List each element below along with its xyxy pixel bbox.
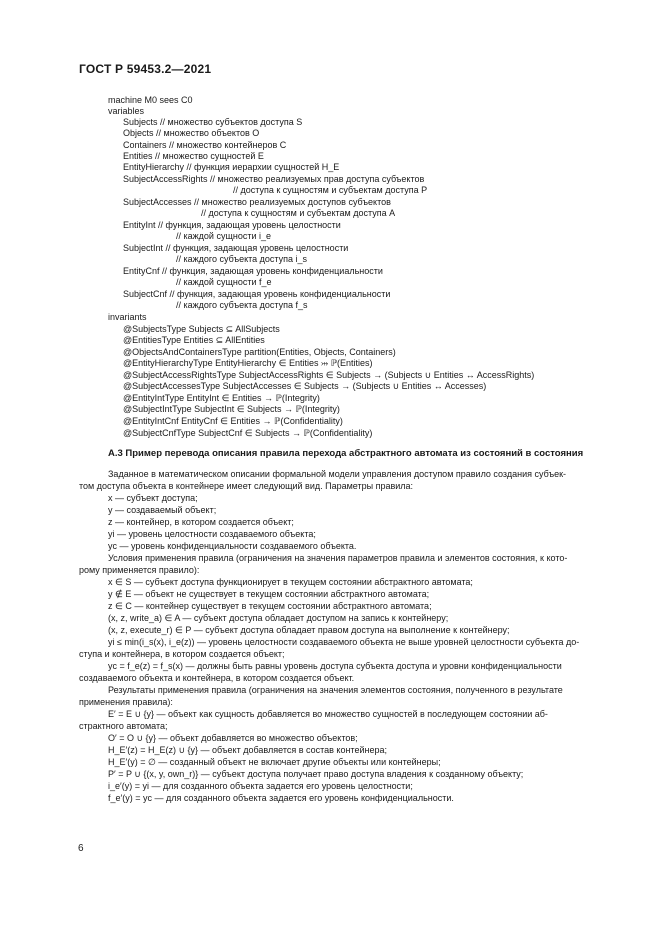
code-line: // доступа к сущностям и субъектам доступа A [201, 208, 396, 218]
body-line: H_E′(y) = ∅ — созданный объект не включает другие объекты или контейнеры; [108, 757, 441, 767]
code-line: // доступа к сущностям и субъектам доступа P [233, 185, 428, 195]
code-line: // каждого субъекта доступа f_s [176, 300, 308, 310]
code-line: variables [108, 106, 145, 116]
code-line: Objects // множество объектов O [123, 128, 260, 138]
code-line: SubjectInt // функция, задающая уровень целостности [123, 243, 349, 253]
body-line: O′ = O ∪ {y} — объект добавляется во множество объектов; [108, 733, 358, 743]
body-line: применения правила): [79, 697, 173, 707]
body-line: x — субъект доступа; [108, 493, 198, 503]
body-line: (x, z, write_a) ∈ A — субъект доступа обладает доступом на запись к контейнеру; [108, 613, 449, 623]
code-line: Containers // множество контейнеров C [123, 140, 287, 150]
body-line: (x, z, execute_r) ∈ P — субъект доступа обладает правом доступа на выполнение к контейнеру; [108, 625, 510, 635]
code-line: EntityHierarchy // функция иерархии сущностей H_E [123, 162, 340, 172]
code-line: // каждого субъекта доступа i_s [176, 254, 308, 264]
code-line: @EntityHierarchyType EntityHierarchy ∈ Entities ⤔ ℙ(Entities) [123, 358, 373, 368]
body-line: x ∈ S — субъект доступа функционирует в текущем состоянии абстрактного автомата; [108, 577, 473, 587]
code-line: Entities // множество сущностей E [123, 151, 264, 161]
body-line: z — контейнер, в котором создается объект; [108, 517, 294, 527]
body-line: i_e′(y) = yi — для созданного объекта задается его уровень целостности; [108, 781, 413, 791]
code-line: SubjectCnf // функция, задающая уровень конфиденциальности [123, 289, 391, 299]
body-line: том доступа объекта в контейнере имеет следующий вид. Параметры правила: [79, 481, 414, 491]
body-line: создаваемого объекта и контейнера, в котором создается объект. [79, 673, 355, 683]
code-line: @SubjectAccessRightsType SubjectAccessRights ∈ Subjects → (Subjects ∪ Entities ↔ AccessRights) [123, 370, 535, 380]
body-line: Результаты применения правила (ограничения на значения элементов состояния, полученного в результате [108, 685, 563, 695]
code-line: @SubjectAccessesType SubjectAccesses ∈ Subjects → (Subjects ∪ Entities ↔ Accesses) [123, 381, 487, 391]
body-line: H_E′(z) = H_E(z) ∪ {y} — объект добавляется в состав контейнера; [108, 745, 387, 755]
body-line: yc = f_e(z) = f_s(x) — должны быть равны уровень доступа субъекта доступа и уровни конфиденциальности [108, 661, 562, 671]
body-line: z ∈ C — контейнер существует в текущем состоянии абстрактного автомата; [108, 601, 432, 611]
body-line: y ∉ E — объект не существует в текущем состоянии абстрактного автомата; [108, 589, 430, 599]
body-line: E′ = E ∪ {y} — объект как сущность добавляется во множество сущностей в последующем состоянии аб- [108, 709, 548, 719]
code-line: machine M0 sees C0 [108, 95, 193, 105]
code-line: @SubjectCnfType SubjectCnf ∈ Subjects → ℙ(Confidentiality) [123, 428, 373, 438]
section-title: А.3 Пример перевода описания правила перехода абстрактного автомата из состояний в состояния [108, 448, 584, 459]
code-line: Subjects // множество субъектов доступа S [123, 117, 303, 127]
code-line: @EntityIntType EntityInt ∈ Entities → ℙ(Integrity) [123, 393, 320, 403]
body-line: P′ = P ∪ {(x, y, own_r)} — субъект доступа получает право доступа владения к созданному объекту; [108, 769, 524, 779]
document-header: ГОСТ Р 59453.2—2021 [79, 62, 212, 76]
code-line: @EntityIntCnf EntityCnf ∈ Entities → ℙ(Confidentiality) [123, 416, 343, 426]
code-line: // каждой сущности f_e [176, 277, 272, 287]
code-line: invariants [108, 312, 147, 322]
body-line: y — создаваемый объект; [108, 505, 217, 515]
body-line: ступа и контейнера, в котором создается объект; [79, 649, 285, 659]
code-line: @SubjectsType Subjects ⊆ AllSubjects [123, 324, 280, 334]
code-line: @ObjectsAndContainersType partition(Entities, Objects, Containers) [123, 347, 396, 357]
body-line: рому применяется правило): [79, 565, 200, 575]
body-line: yi ≤ min(i_s(x), i_e(z)) — уровень целостности создаваемого объекта не выше уровней целостности субъекта до- [108, 637, 580, 647]
code-line: SubjectAccessRights // множество реализуемых прав доступа субъектов [123, 174, 425, 184]
code-line: EntityCnf // функция, задающая уровень конфиденциальности [123, 266, 383, 276]
code-line: EntityInt // функция, задающая уровень целостности [123, 220, 341, 230]
code-line: @SubjectIntType SubjectInt ∈ Subjects → ℙ(Integrity) [123, 404, 340, 414]
code-line: SubjectAccesses // множество реализуемых доступов субъектов [123, 197, 391, 207]
code-line: // каждой сущности i_e [176, 231, 271, 241]
page-number: 6 [78, 843, 84, 854]
body-line: yc — уровень конфиденциальности создаваемого объекта. [108, 541, 357, 551]
body-line: Заданное в математическом описании формальной модели управления доступом правило создания субъек- [108, 469, 567, 479]
body-line: Условия применения правила (ограничения на значения параметров правила и элементов состояния, к кото- [108, 553, 568, 563]
code-line: @EntitiesType Entities ⊆ AllEntities [123, 335, 265, 345]
body-line: yi — уровень целостности создаваемого объекта; [108, 529, 316, 539]
body-line: страктного автомата; [79, 721, 168, 731]
body-line: f_e′(y) = yc — для созданного объекта задается его уровень конфиденциальности. [108, 793, 454, 803]
